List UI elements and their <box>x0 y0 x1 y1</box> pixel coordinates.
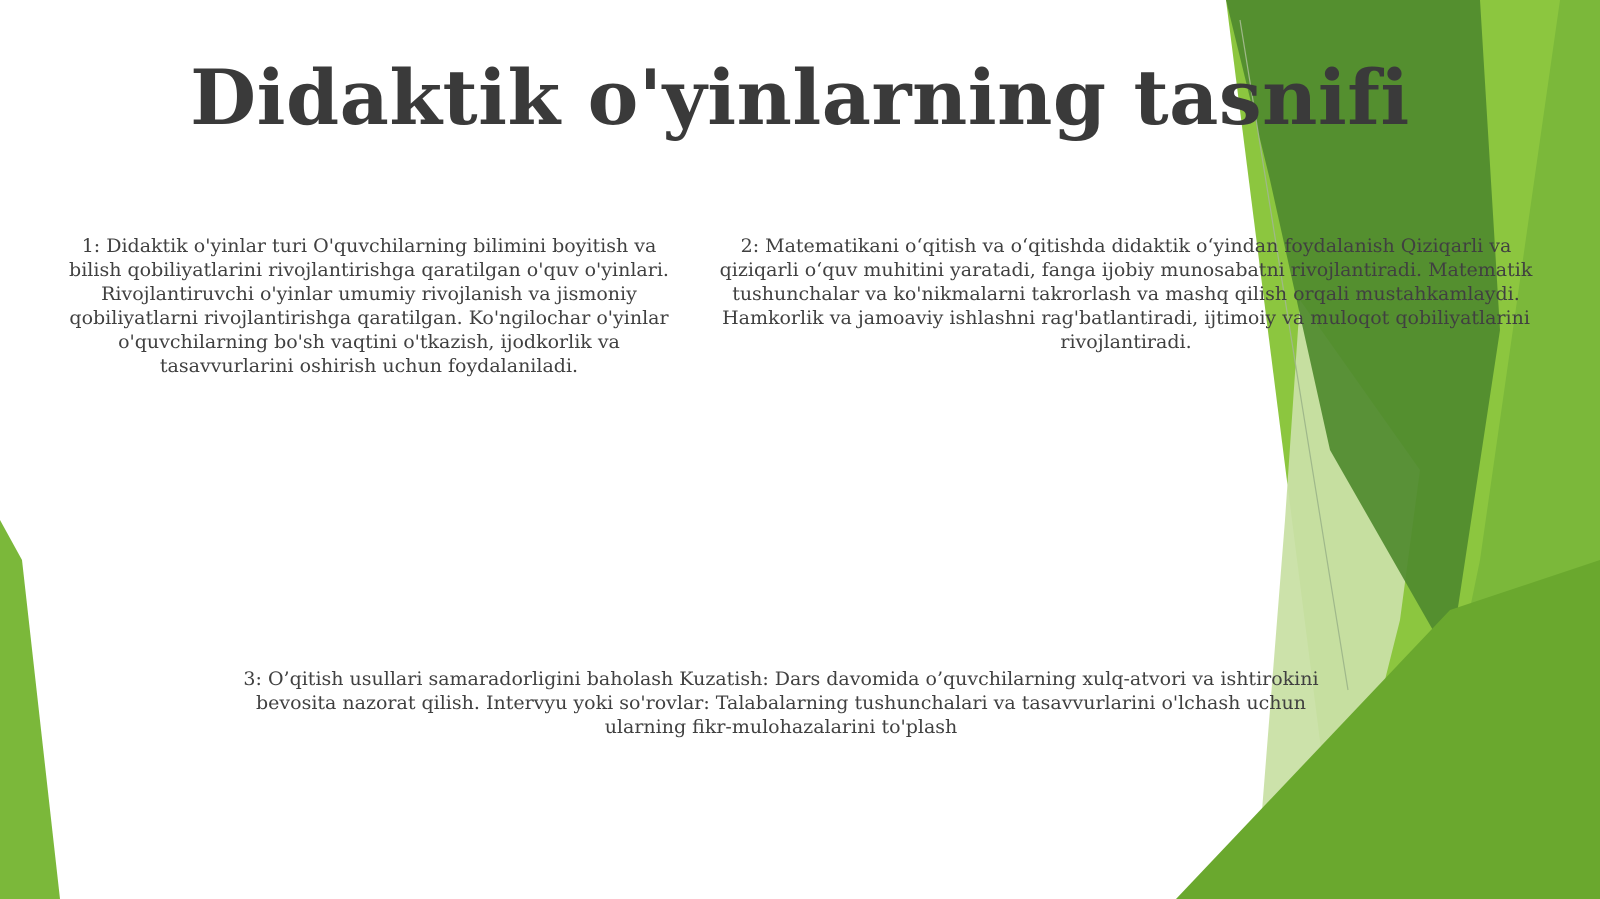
text-block-3: 3: O’qitish usullari samaradorligini baholash Kuzatish: Dars davomida o’quvchilarning xulq-atvori va ishtirokini bevosita nazorat qilish. Intervyu yoki so'rovlar: Talabalarning tushunchalari va tasavvurlarini o'lchash uchun ularning fikr-mulohazalarini to'plash <box>243 668 1319 738</box>
facet-left-green <box>0 520 60 899</box>
text-block-1: 1: Didaktik o'yinlar turi O'quvchilarning bilimini boyitish va bilish qobiliyatlarini rivojlantirishga qaratilgan o'quv o'yinlari. Rivojlantiruvchi o'yinlar umumiy rivojlanish va jismoniy qobiliyatlarni rivojlantirishga qaratilgan. Ko'ngilochar o'yinlar o'quvchilarning bo'sh vaqtini o'tkazish, ijodkorlik va tasavvurlarini oshirish uchun foydalaniladi. <box>69 235 669 377</box>
text-block-2: 2: Matematikani o‘qitish va o‘qitishda didaktik o‘yindan foydalanish Qiziqarli va qiziqarli o‘quv muhitini yaratadi, fanga ijobiy munosabatni rivojlantiradi. Matematik tushunchalar va ko'nikmalarni takrorlash va mashq qilish orqali mustahkamlaydi. Hamkorlik va jamoaviy ishlashni rag'batlantiradi, ijtimoiy va muloqot qobiliyatlarini rivojlantiradi. <box>719 235 1533 353</box>
slide-title: Didaktik o'yinlarning tasnifi <box>190 53 1410 142</box>
